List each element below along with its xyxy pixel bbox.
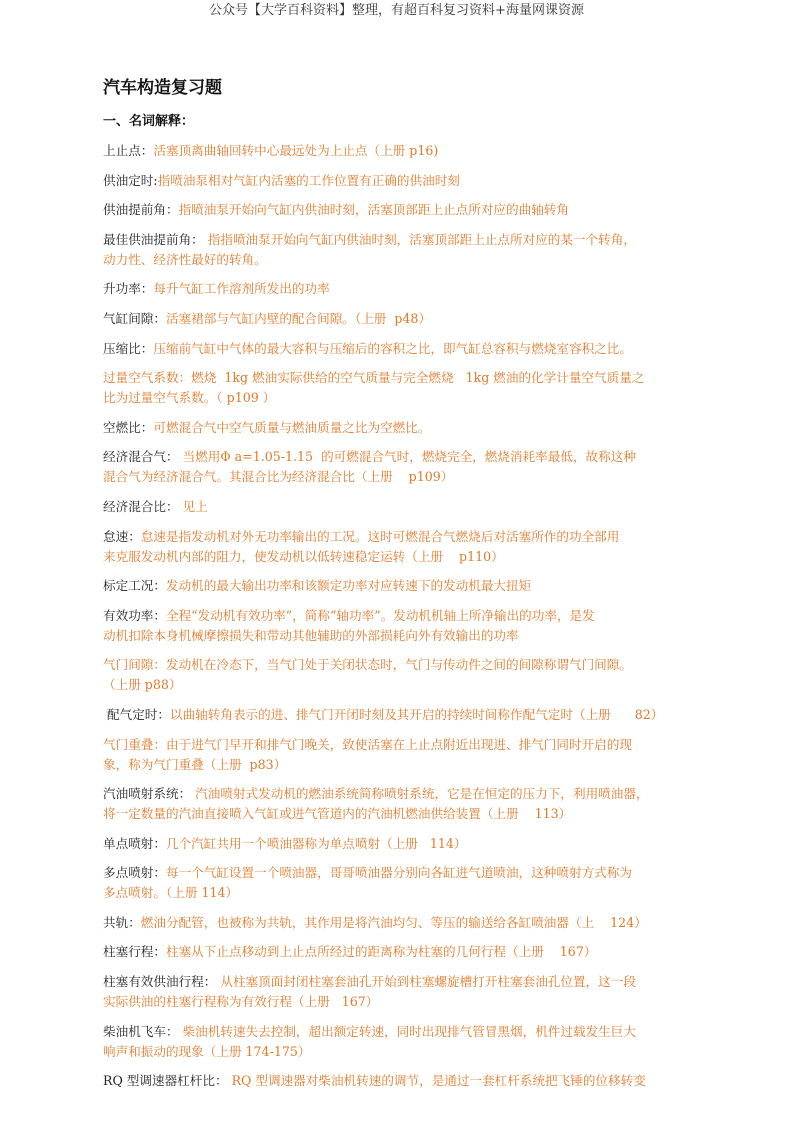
glossary-definition: 柴油机转速失去控制，超出额定转速，同时出现排气管冒黑烟，机件过载发生巨大 响声和振动的现象（上册 174-175） (103, 1023, 636, 1059)
glossary-term: 压缩比： (103, 340, 154, 356)
glossary-entry (103, 705, 713, 725)
glossary-definition: 柱塞从下止点移动到上止点所经过的距离称为柱塞的几何行程（上册 167） (165, 944, 597, 960)
glossary-definition: 指指喷油泵开始向气缸内供油时刻，活塞顶部距上止点所对应的某一个转角， 动力性、经济性最好的转角。 (103, 231, 636, 267)
glossary-entry (103, 972, 713, 1012)
glossary-definition: 指喷油泵开始向气缸内供油时刻，活塞顶部距上止点所对应的曲轴转角 (178, 202, 569, 218)
glossary-term: 上止点： (103, 143, 154, 158)
glossary-term: 经济混合比： (103, 498, 179, 514)
glossary-entry (103, 784, 713, 824)
glossary-entry (103, 418, 713, 438)
glossary-entry (103, 339, 713, 359)
glossary-term: 过量空气系数： (103, 370, 192, 386)
glossary-entry (103, 863, 713, 903)
glossary-term: 共轨： (103, 914, 141, 930)
glossary-definition: 发动机的最大输出功率和该额定功率对应转速下的发动机最大扭矩 (165, 578, 532, 594)
glossary-term: 气缸间隙： (103, 310, 166, 326)
glossary-term: 单点喷射： (103, 835, 166, 851)
glossary-definition: 汽油喷射式发动机的燃油系统简称喷射系统，它是在恒定的压力下，利用喷油器， 将一定数量的汽油直接喷入气缸或进气管道内的汽油机燃油供给装置（上册 113） (103, 786, 649, 822)
page-header-watermark: 公众号【大学百科资料】整理，有超百科复习资料+海量网课资源 (209, 3, 584, 18)
glossary-definition: 怠速是指发动机对外无功率输出的工况。这时可燃混合气燃烧后对活塞所作的功全部用 来克服发动机内部的阻力，使发动机以低转速稳定运转（上册 p110） (103, 528, 620, 564)
glossary-term: 空燃比： (103, 419, 154, 435)
glossary-entry (103, 735, 713, 775)
glossary-entry (103, 368, 713, 408)
glossary-definition: 燃烧 1kg 燃油实际供给的空气质量与完全燃烧 1kg 燃油的化学计量空气质量之 比为过量空气系数。（ p109 ） (103, 370, 645, 406)
glossary-term: 柴油机飞车： (103, 1023, 179, 1039)
glossary-term: 升功率： (103, 281, 154, 297)
glossary-definition: 几个汽缸共用一个喷油器称为单点喷射（上册 114） (165, 835, 467, 851)
glossary-term: 标定工况： (103, 578, 166, 594)
glossary-term: 有效功率： (103, 607, 166, 623)
section-heading: 一、名词解释： (103, 114, 195, 129)
glossary-definition: 当燃用Φ a=1.05-1.15 的可燃混合气时，燃烧完全，燃烧消耗率最低，故称这种 混合气为经济混合气。其混合比为经济混合比（上册 p109） (103, 449, 636, 485)
glossary-entry (103, 606, 713, 646)
glossary-term: 最佳供油提前角： (103, 231, 204, 247)
glossary-entry (103, 279, 713, 299)
glossary-entry (103, 576, 713, 596)
glossary-definition: 燃油分配管，也被称为共轨，其作用是将汽油均匀、等压的输送给各缸喷油器（上 124） (140, 914, 647, 930)
glossary-entry (103, 913, 713, 933)
glossary-entry (103, 655, 713, 695)
glossary-definition: 见上 (178, 498, 208, 514)
glossary-definition: 每一个气缸设置一个喷油器，哥哥喷油器分别向各缸进气道喷油，这种喷射方式称为 多点喷射。（上册 114） (103, 865, 632, 901)
glossary-term: 配气定时： (103, 706, 170, 722)
glossary-definition: 从柱塞顶面封闭柱塞套油孔开始到柱塞螺旋槽打开柱塞套油孔位置，这一段 实际供油的柱塞行程称为有效行程（上册 167） (103, 974, 636, 1010)
glossary-term: 气门间隙： (103, 657, 166, 673)
glossary-definition: 压缩前气缸中气体的最大容积与压缩后的容积之比，即气缸总容积与燃烧室容积之比。 (153, 340, 632, 356)
glossary-term: 供油定时: (103, 172, 158, 188)
glossary-term: 怠速： (103, 528, 141, 544)
glossary-definition: 全程“发动机有效功率”，简称“轴功率”。发动机机轴上所净输出的功率，是发 动机扣除本身机械摩擦损失和带动其他辅助的外部损耗向外有效输出的功率 (103, 607, 595, 643)
glossary-entry (103, 141, 713, 161)
glossary-definition: RQ 型调速器对柴油机转速的调节，是通过一套杠杆系统把飞锤的位移转变 (227, 1073, 646, 1089)
glossary-definition: 可燃混合气中空气质量与燃油质量之比为空燃比。 (153, 419, 431, 435)
glossary-entry (103, 527, 713, 567)
glossary-entry (103, 1022, 713, 1062)
glossary-definition: 发动机在冷态下，当气门处于关闭状态时，气门与传动件之间的间隙称谓气门间隙。 （上册 p88） (103, 657, 632, 693)
glossary-term: 汽油喷射系统： (103, 786, 192, 802)
glossary-definition: 由于进气门早开和排气门晚关，致使活塞在上止点附近出现进、排气门同时开启的现 象，称为气门重叠（上册 p83） (103, 736, 632, 772)
glossary-entry (103, 497, 713, 517)
glossary-term: 经济混合气： (103, 449, 179, 465)
glossary-definition: 活塞裙部与气缸内壁的配合间隙。（上册 p48） (165, 310, 432, 326)
glossary-term: 多点喷射： (103, 865, 166, 881)
glossary-term: 柱塞行程： (103, 944, 166, 960)
glossary-term: RQ 型调速器杠杆比： (103, 1073, 228, 1089)
glossary-definition: 每升气缸工作溶剂所发出的功率 (153, 281, 330, 297)
glossary-definition: 指喷油泵相对气缸内活塞的工作位置有正确的供油时刻 (157, 172, 460, 188)
glossary-entry (103, 942, 713, 962)
glossary-definition: 以曲轴转角表示的进、排气门开闭时刻及其开启的持续时间称作配气定时（上册 82） (169, 706, 664, 722)
glossary-entry (103, 200, 713, 220)
glossary-list (103, 141, 713, 1101)
glossary-entry (103, 230, 713, 270)
glossary-entry (103, 834, 713, 854)
glossary-term: 供油提前角： (103, 202, 179, 218)
glossary-term: 气门重叠： (103, 736, 166, 752)
glossary-term: 柱塞有效供油行程： (103, 974, 217, 990)
glossary-entry (103, 171, 713, 191)
document-title: 汽车构造复习题 (103, 78, 222, 98)
glossary-entry (103, 1071, 713, 1091)
glossary-definition: 活塞顶离曲轴回转中心最远处为上止点（上册 p16) (153, 143, 439, 158)
glossary-entry (103, 309, 713, 329)
glossary-entry (103, 447, 713, 487)
